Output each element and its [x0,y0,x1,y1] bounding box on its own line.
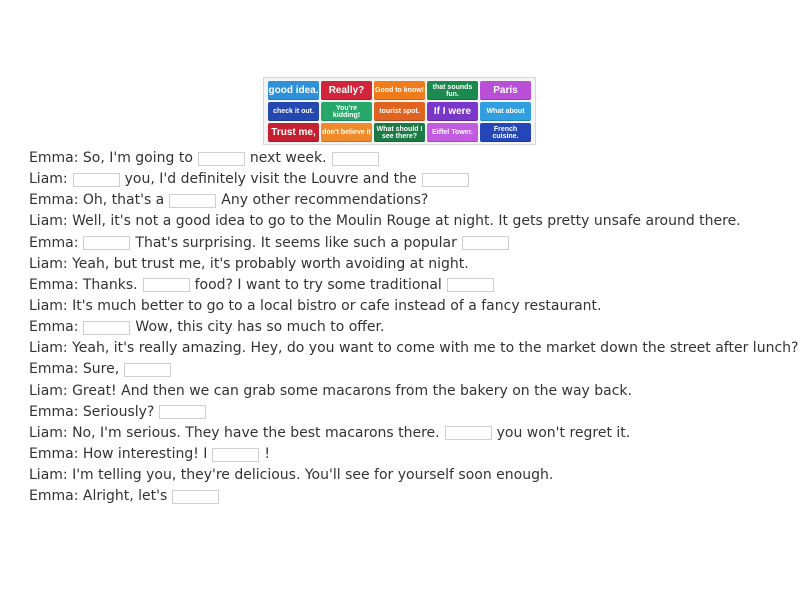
dialogue-text: next week. [249,150,327,166]
answer-blank[interactable] [73,173,120,187]
answer-tile[interactable]: good idea. [268,81,319,100]
answer-tile-bank [263,77,536,145]
dialogue-text: That's surprising. It seems like such a popular [135,234,457,251]
dialogue-line [29,402,798,423]
answer-blank[interactable] [445,426,492,440]
dialogue-line [29,317,798,338]
dialogue-text: Emma: Alright, let's [29,488,168,505]
answer-tile[interactable]: Good to know! [374,81,425,100]
dialogue-text: Wow, this city has so much to offer. [135,319,385,336]
answer-tile[interactable]: Really? [321,81,372,100]
answer-blank[interactable] [332,152,379,166]
answer-blank[interactable] [198,152,245,166]
answer-blank[interactable] [212,448,259,462]
answer-tile[interactable]: What about [480,102,531,121]
answer-blank[interactable] [447,278,494,292]
dialogue-text: you won't regret it. [496,424,631,441]
dialogue-text: you, I'd definitely visit the Louvre and the [124,171,417,188]
answer-blank[interactable] [83,236,130,250]
dialogue-text: Liam: Yeah, but trust me, it's probably worth avoiding at night. [29,255,469,272]
answer-tile[interactable]: that sounds fun. [427,81,478,100]
dialogue-text: Liam: Great! And then we can grab some macarons from the bakery on the way back. [29,382,632,399]
dialogue-line [29,233,798,254]
answer-blank[interactable] [169,194,216,208]
dialogue-text: Emma: Sure, [29,361,120,378]
answer-blank[interactable] [172,490,219,504]
answer-tile[interactable]: don't believe it [321,123,372,142]
answer-blank[interactable] [422,173,469,187]
dialogue-line [29,444,798,465]
dialogue-line [29,148,798,169]
answer-blank[interactable] [159,405,206,419]
dialogue-text: Emma: Oh, that's a [29,192,165,209]
dialogue-text: Liam: No, I'm serious. They have the best macarons there. [29,424,440,441]
dialogue-line [29,190,798,211]
dialogue-line [29,296,798,317]
dialogue-line [29,254,798,275]
answer-blank[interactable] [462,236,509,250]
answer-tile[interactable]: tourist spot. [374,102,425,121]
dialogue-line [29,486,798,507]
answer-blank[interactable] [143,278,190,292]
dialogue-line [29,381,798,402]
answer-tile[interactable]: French cuisine. [480,123,531,142]
answer-tile[interactable]: Trust me, [268,123,319,142]
answer-blank[interactable] [83,321,130,335]
dialogue-list [29,148,798,507]
dialogue-text: ! [264,445,271,462]
dialogue-text: Liam: Yeah, it's really amazing. Hey, do you want to come with me to the market down the street after lunch? [29,340,799,357]
dialogue-text: Emma: So, I'm going to [29,150,193,166]
dialogue-line [29,359,798,380]
dialogue-line [29,338,798,359]
dialogue-text: Liam: Well, it's not a good idea to go to the Moulin Rouge at night. It gets pretty unsafe around there. [29,213,741,230]
dialogue-text: Emma: Thanks. [29,276,138,293]
dialogue-text: Emma: [29,319,79,336]
dialogue-text: Emma: Seriously? [29,403,155,420]
dialogue-line [29,275,798,296]
answer-tile[interactable]: check it out. [268,102,319,121]
answer-tile[interactable]: Paris [480,81,531,100]
dialogue-text: food? I want to try some traditional [194,276,442,293]
dialogue-line [29,465,798,486]
dialogue-text: Any other recommendations? [221,192,429,209]
answer-tile[interactable]: What should I see there? [374,123,425,142]
answer-tile[interactable]: If I were [427,102,478,121]
dialogue-text: Liam: It's much better to go to a local bistro or cafe instead of a fancy restaurant. [29,297,602,314]
answer-tile[interactable]: You're kidding! [321,102,372,121]
answer-blank[interactable] [124,363,171,377]
dialogue-text: Emma: How interesting! I [29,445,208,462]
dialogue-text: Liam: I'm telling you, they're delicious. You'll see for yourself soon enough. [29,467,554,484]
dialogue-line [29,169,798,190]
dialogue-text: Liam: [29,171,68,188]
dialogue-line [29,211,798,232]
dialogue-line [29,423,798,444]
answer-tile[interactable]: Eiffel Tower. [427,123,478,142]
dialogue-text: Emma: [29,234,79,251]
